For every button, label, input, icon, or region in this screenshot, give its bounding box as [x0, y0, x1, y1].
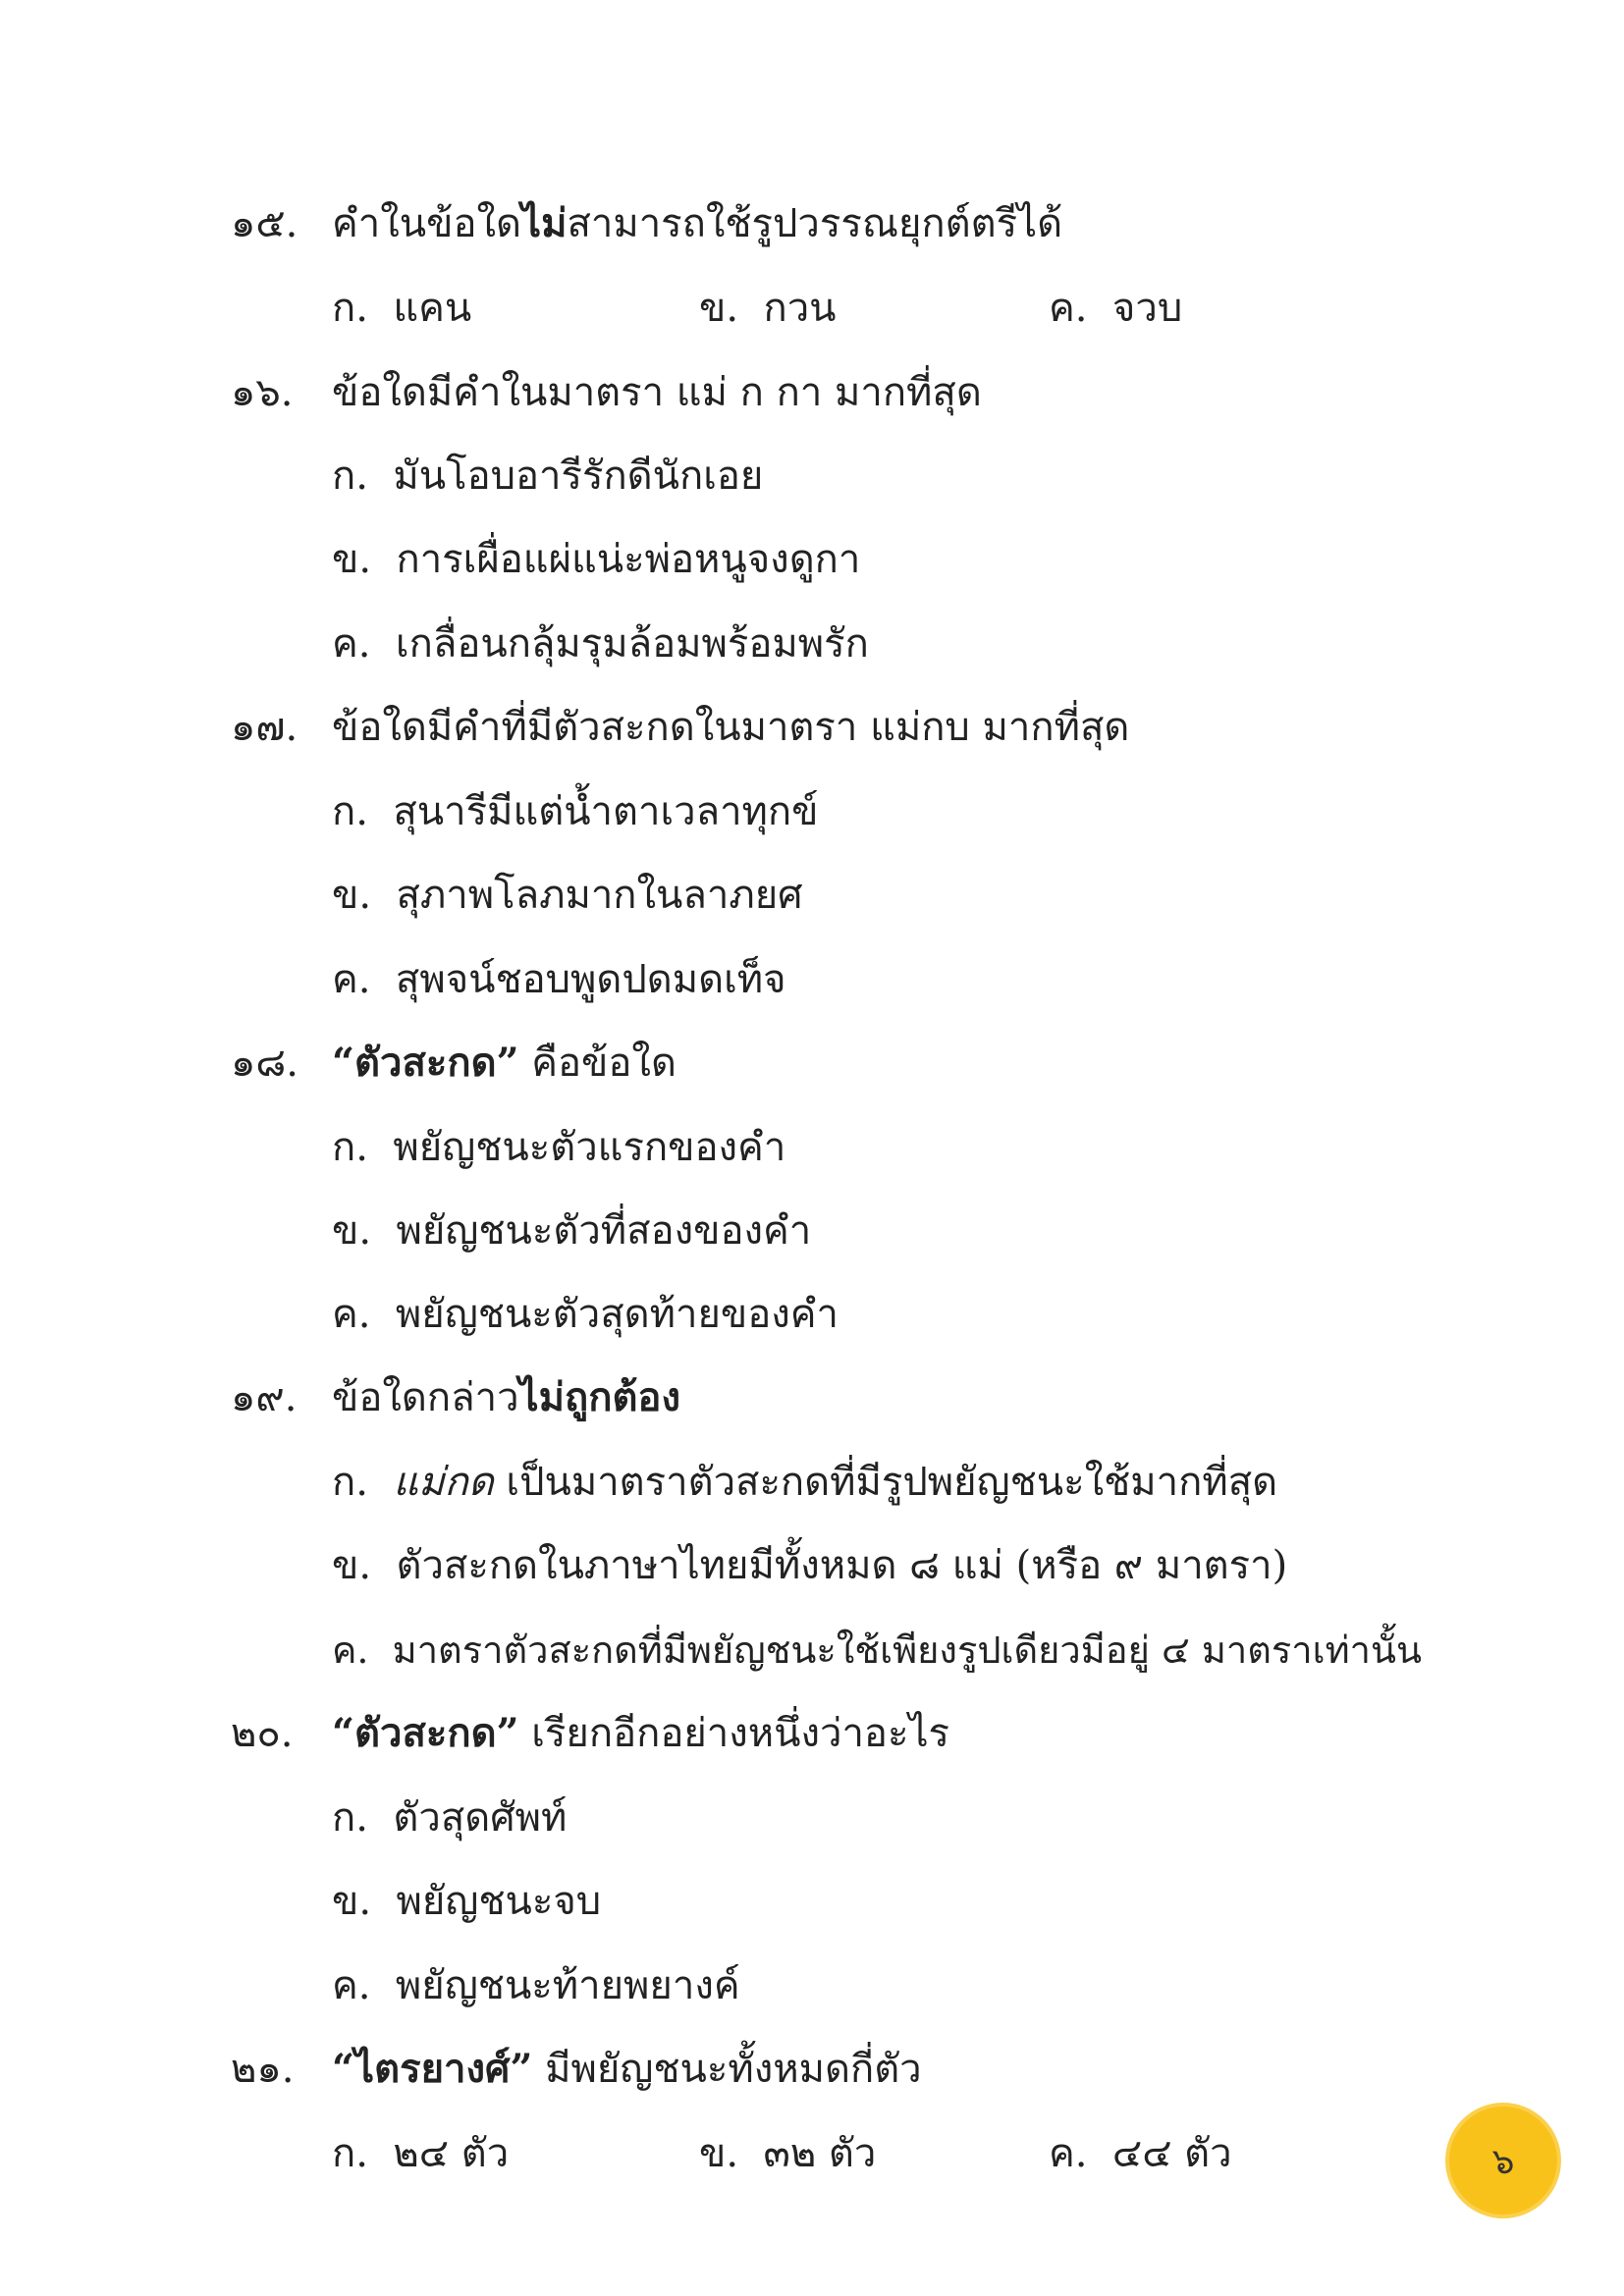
- option-a: ก. มันโอบอารีรักดีนักเอย: [332, 454, 764, 499]
- question-number: ๑๙.: [231, 1375, 298, 1420]
- option-b: ข. พยัญชนะจบ: [332, 1879, 602, 1924]
- question-text: “ตัวสะกด” เรียกอีกอย่างหนึ่งว่าอะไร: [332, 1710, 950, 1756]
- question-text: “ตัวสะกด” คือข้อใด: [332, 1040, 677, 1086]
- option-a: ก. พยัญชนะตัวแรกของคำ: [332, 1125, 786, 1170]
- option-c: ค. สุพจน์ชอบพูดปดมดเท็จ: [332, 957, 786, 1002]
- question-text: “ไตรยางศ์” มีพยัญชนะทั้งหมดกี่ตัว: [332, 2046, 922, 2092]
- option-b: ข. กวน: [699, 286, 837, 331]
- question-text: ข้อใดกล่าวไม่ถูกต้อง: [332, 1374, 680, 1420]
- option-b: ข. พยัญชนะตัวที่สองของคำ: [332, 1208, 812, 1254]
- option-c: ค. จวบ: [1049, 286, 1183, 331]
- option-a: ก. ตัวสุดศัพท์: [332, 1795, 568, 1841]
- option-b: ข. การเผื่อแผ่แน่ะพ่อหนูจงดูกา: [332, 537, 861, 582]
- option-c: ค. มาตราตัวสะกดที่มีพยัญชนะใช้เพียงรูปเดียวมีอยู่ ๔ มาตราเท่านั้น: [332, 1629, 1422, 1672]
- option-c: ค. พยัญชนะตัวสุดท้ายของคำ: [332, 1292, 839, 1337]
- option-b: ข. ตัวสะกดในภาษาไทยมีทั้งหมด ๘ แม่ (หรือ ๙ มาตรา): [332, 1543, 1288, 1588]
- page-number-badge: [1449, 2107, 1557, 2215]
- question-number: ๒๐.: [231, 1711, 294, 1756]
- question-text: ข้อใดมีคำในมาตรา แม่ ก กา มากที่สุด: [332, 370, 982, 415]
- option-a: ก. ๒๔ ตัว: [332, 2131, 510, 2176]
- option-a: ก. แม่กด เป็นมาตราตัวสะกดที่มีรูปพยัญชนะใช้มากที่สุด: [332, 1460, 1278, 1505]
- question-text: ข้อใดมีคำที่มีตัวสะกดในมาตรา แม่กบ มากที่สุด: [332, 705, 1130, 750]
- option-c: ค. ๔๔ ตัว: [1049, 2131, 1232, 2176]
- question-number: ๒๑.: [231, 2047, 295, 2092]
- question-number: ๑๘.: [231, 1041, 298, 1086]
- option-c: ค. เกลื่อนกลุ้มรุมล้อมพร้อมพรัก: [332, 621, 869, 667]
- option-b: ข. ๓๒ ตัว: [699, 2131, 877, 2176]
- question-number: ๑๗.: [231, 705, 298, 750]
- question-number: ๑๕.: [231, 201, 298, 246]
- question-text: คำในข้อใดไม่สามารถใช้รูปวรรณยุกต์ตรีได้: [332, 200, 1063, 246]
- page-number: ๖: [1491, 2141, 1515, 2182]
- option-a: ก. แคน: [332, 286, 472, 331]
- option-a: ก. สุนารีมีแต่น้ำตาเวลาทุกข์: [332, 789, 819, 834]
- option-b: ข. สุภาพโลภมากในลาภยศ: [332, 873, 803, 918]
- option-c: ค. พยัญชนะท้ายพยางค์: [332, 1963, 740, 2008]
- question-number: ๑๖.: [231, 370, 294, 415]
